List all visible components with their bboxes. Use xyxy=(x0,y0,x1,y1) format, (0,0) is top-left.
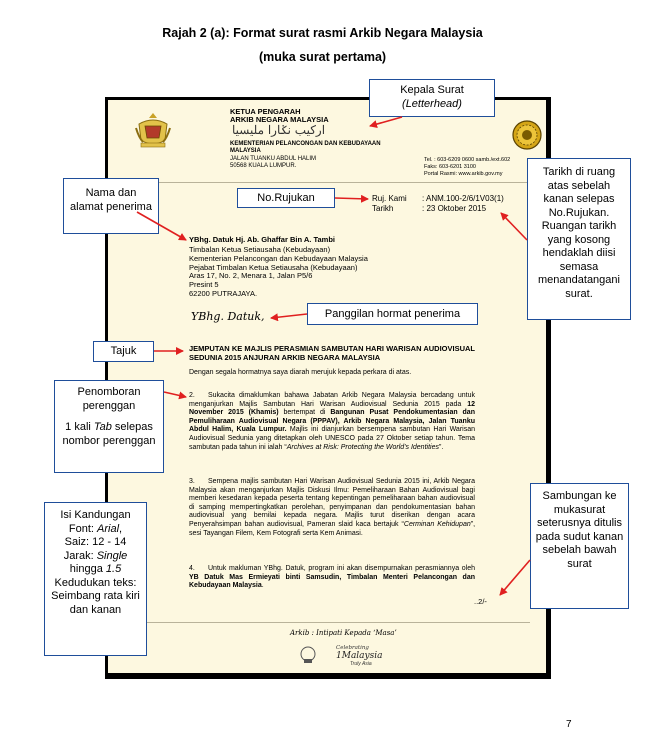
p2-text: ”. xyxy=(438,443,444,451)
arrow-penomboran xyxy=(164,392,186,397)
arrow-panggilan xyxy=(271,314,307,318)
callout-isi-text: Font: xyxy=(68,522,98,535)
footer-logo-1malaysia: 1Malaysia xyxy=(336,651,383,661)
p3-text: Sempena majlis sambutan Hari Warisan Audiovisual Sedunia 2015 ini, Arkib Negara Malaysia akan menganjurkan Majlis Diskusi Ilmu: Pemeliharaan Bahan Audiovisual bagi memberi kesedaran kepada peserta tentang kepentingan pemeliharaan bahan audiovisual di samping mempertingkatkan perolehan, penyimpanan dan pendokumentasian bahan audiovisual yang bernilai kepada negara. Majlis turut diserikan dengan acara Penyerahsimpan bahan audiovisual, Pameran slaid kaca bertajuk “ xyxy=(189,478,475,528)
footer-logo-celebrating: Celebrating xyxy=(336,645,369,651)
letterhead-org-line1: KETUA PENGARAH xyxy=(230,107,301,116)
callout-no-rujukan: No.Rujukan xyxy=(237,188,335,208)
callout-tarikh: Tarikh di ruang atas sebelah kanan selepas No.Rujukan. Ruangan tarikh yang kosong hendaklah diisi semasa menandatangani surat. xyxy=(527,158,631,320)
recipient-line: Kementerian Pelancongan dan Kebudayaan Malaysia xyxy=(189,253,368,263)
callout-panggilan-hormat: Panggilan hormat penerima xyxy=(307,303,478,325)
p2-date: 12 November 2015 (Khamis) xyxy=(189,400,475,417)
letterhead-jawi: ارکيب نݢارا مليسيا xyxy=(232,123,326,137)
letter-title: JEMPUTAN KE MAJLIS PERASMIAN SAMBUTAN HARI WARISAN AUDIOVISUAL SEDUNIA 2015 ANJURAN ARKIB NEGARA MALAYSIA xyxy=(189,344,475,362)
letterhead-portal: Portal Rasmi: www.arkib.gov.my xyxy=(424,171,503,177)
p4-officiant: YB Datuk Mas Ermieyati binti Samsudin, Timbalan Menteri Pelancongan dan Kebudayaan Malaysia xyxy=(189,573,475,590)
p2-venue: Bangunan Pusat Pendokumentasian dan Pemuliharaan Audiovisual Negara (PPPAV), Arkib Negara Malaysia, Jalan Tuanku Abdul Halim, Kuala Lumpur. xyxy=(189,409,475,434)
recipient-line: Aras 17, No. 2, Menara 1, Jalan P5/6 xyxy=(189,271,313,281)
callout-isi-text: , xyxy=(119,522,123,535)
arrow-sambungan xyxy=(500,560,530,595)
callout-penomboran-tab: Tab xyxy=(93,421,112,433)
letterhead-ministry-line2: MALAYSIA xyxy=(230,148,261,154)
callout-kepala-surat-subtitle: (Letterhead) xyxy=(402,97,462,110)
ref-label: Ruj. Kami xyxy=(372,194,407,203)
paragraph-4-number: 4. xyxy=(189,565,195,572)
recipient-line: Pejabat Timbalan Ketua Setiausaha (Kebudayaan) xyxy=(189,262,358,272)
salutation: YBhg. Datuk, xyxy=(191,310,265,323)
letterhead-address-line2: 50568 KUALA LUMPUR. xyxy=(230,163,297,169)
callout-nama-alamat: Nama dan alamat penerima xyxy=(63,178,159,234)
date-value: : 23 Oktober 2015 xyxy=(422,204,487,213)
letterhead-address-line1: JALAN TUANKU ABDUL HALIM xyxy=(230,156,317,162)
callout-isi-spacing-value: Single xyxy=(96,549,128,562)
callout-isi-text: Jarak: xyxy=(63,549,97,562)
arrow-tarikh xyxy=(501,213,527,240)
p4-text: Untuk makluman YBhg. Datuk, program ini akan disempurnakan perasmiannya oleh xyxy=(208,565,475,572)
callout-isi-font-name: Arial xyxy=(97,522,120,535)
ref-value: : ANM.100-2/6/1V03(1) xyxy=(422,194,504,203)
footer-logo-truly-asia: Truly Asia xyxy=(350,661,372,667)
paragraph-3-number: 3. xyxy=(189,478,195,485)
p2-text: Sukacita dimaklumkan bahawa Jabatan Arkib Negara Malaysia bercadang untuk menganjurkan Majlis Sambutan Hari Warisan Audiovisual Sedunia 2015 pada xyxy=(189,392,475,408)
opening-line: Dengan segala hormatnya saya diarah merujuk kepada perkara di atas. xyxy=(189,369,412,376)
p2-text: bertempat di xyxy=(278,409,331,417)
callout-isi-text: hingga xyxy=(69,563,106,575)
figure-subheading: (muka surat pertama) xyxy=(258,50,387,64)
callout-kepala-surat-title: Kepala Surat xyxy=(400,84,464,96)
arrow-no-rujukan xyxy=(335,198,368,199)
recipient-line: 62200 PUTRAJAYA. xyxy=(189,288,258,298)
letterhead-tel: Tel. : 603-6209 0600 samb./ext.602 xyxy=(424,157,511,163)
date-label: Tarikh xyxy=(372,204,394,213)
recipient-line: Presint 5 xyxy=(189,280,219,290)
page-number: 7 xyxy=(566,719,572,730)
p3-exhibit: Cerminan Kehidupan xyxy=(403,520,471,528)
figure-heading: Rajah 2 (a): Format surat rasmi Arkib Negara Malaysia xyxy=(162,26,483,40)
callout-penomboran-text: selepas nombor perenggan xyxy=(62,421,156,447)
continuation-marker: ..2/- xyxy=(474,597,487,606)
footer-motto: Arkib : Intipati Kepada ‘Masa’ xyxy=(290,629,397,637)
p4-text: . xyxy=(261,582,264,590)
callout-sambungan: Sambungan ke mukasurat seterusnya ditulis pada sudut kanan sebelah bawah surat xyxy=(530,483,629,609)
callout-isi-size: Saiz: 12 - 14 xyxy=(64,536,127,548)
arrow-kepala-surat xyxy=(370,117,402,126)
paragraph-2-number: 2. xyxy=(189,392,195,399)
callout-tajuk: Tajuk xyxy=(93,341,154,362)
callout-isi-alignment: Kedudukan teks: Seimbang rata kiri dan kanan xyxy=(51,576,140,616)
p2-theme: Archives at Risk: Protecting the World's Identities xyxy=(286,443,439,451)
recipient-name: YBhg. Datuk Hj. Ab. Ghaffar Bin A. Tambi xyxy=(189,235,335,244)
callout-isi-title: Isi Kandungan xyxy=(60,509,131,521)
letterhead-org-line2: ARKIB NEGARA MALAYSIA xyxy=(230,115,329,124)
recipient-line: Timbalan Ketua Setiausaha (Kebudayaan) xyxy=(189,245,331,254)
letterhead-ministry-line1: KEMENTERIAN PELANCONGAN DAN KEBUDAYAAN xyxy=(230,141,381,147)
callout-penomboran-title: Penomboran perenggan xyxy=(77,386,141,412)
letterhead-fax: Faks: 603-6201 3100 xyxy=(424,164,476,170)
callout-penomboran-text: 1 kali xyxy=(65,421,94,433)
p3-text: ”, sesi Tayangan Filem, Kem Fotografi serta Kem Animasi. xyxy=(189,520,476,537)
callout-isi-spacing-max-value: 1.5 xyxy=(105,563,122,575)
arrow-nama-alamat xyxy=(137,212,186,240)
p2-text: Majlis ini dianjurkan bersempena sambutan Hari Warisan Audiovisual Sedunia yang ditetapkan oleh UNESCO pada 27 Oktober setiap tahun. Tema sambutan pada tahun ini ialah “ xyxy=(189,426,475,451)
